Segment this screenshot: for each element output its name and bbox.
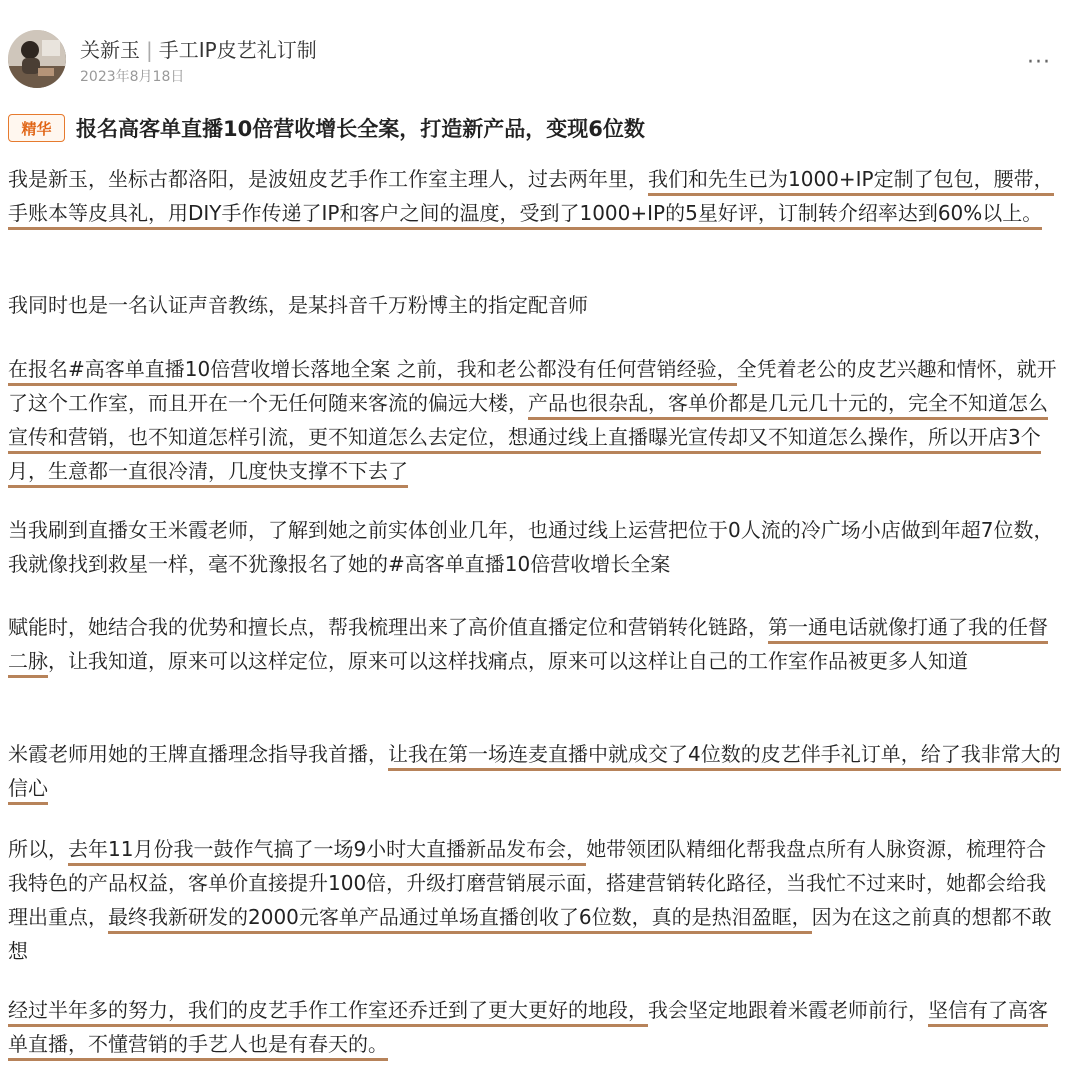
paragraph-text: 我同时也是一名认证声音教练，是某抖音千万粉博主的指定配音师 (8, 293, 588, 317)
paragraph-text: 所以， (8, 837, 68, 861)
more-options-icon[interactable]: ··· (1027, 50, 1051, 75)
highlighted-text: 第一通电话就像打通了我的任督二脉 (8, 615, 1048, 678)
post-paragraph-1 (8, 162, 1061, 230)
highlighted-text: 用DIY手作传递了IP和客户之间的温度，受到了1000+IP的5星好评，订制转介绍率达到60%以上。 (168, 201, 1042, 230)
post-title-bar (8, 112, 1061, 146)
avatar-photo-icon (8, 30, 66, 88)
highlighted-text: 让我在第一场连麦直播中就成交了4位数的皮艺伴手礼订单，给了我非常大的信心 (8, 742, 1061, 805)
post-paragraph-4 (8, 513, 1061, 581)
highlighted-text: 在报名#高客单直播10倍营收增长落地全案 之前，我和老公都没有任何营销经验， (8, 357, 737, 386)
post-title: 报名高客单直播10倍营收增长全案，打造新产品，变现6位数 (76, 117, 645, 141)
paragraph-text: 我会坚定地跟着米霞老师前行， (648, 998, 928, 1022)
paragraph-text: 米霞老师用她的王牌直播理念指导我首播， (8, 742, 388, 766)
post-paragraph-7 (8, 832, 1061, 968)
author-name[interactable]: 关新玉 (80, 38, 140, 62)
author-avatar[interactable] (8, 30, 66, 88)
author-tagline: 手工IP皮艺礼订制 (158, 38, 317, 62)
highlighted-text: 我们和先生已为1000+IP定制了包包，腰带，手账本等皮具礼， (8, 167, 1054, 230)
author-separator: | (146, 38, 153, 62)
highlighted-text: 坚信有了高客单直播，不懂营销的手艺人也是有春天的。 (8, 998, 1048, 1061)
paragraph-text: 我是新玉，坐标古都洛阳，是波妞皮艺手作工作室主理人，过去两年里， (8, 167, 648, 191)
post-paragraph-3 (8, 352, 1061, 488)
paragraph-text: ，让我知道，原来可以这样定位，原来可以这样找痛点，原来可以这样让自己的工作室作品被更多人知道 (48, 649, 968, 673)
paragraph-text: 因为在这之前真的想都不敢想 (8, 905, 1052, 963)
post-paragraph-5 (8, 610, 1061, 678)
author-line (80, 34, 317, 63)
featured-badge: 精华 (8, 114, 65, 142)
post-paragraph-6 (8, 737, 1061, 805)
highlighted-text: 经过半年多的努力，我们的皮艺手作工作室还乔迁到了更大更好的地段， (8, 998, 648, 1027)
post-paragraph-8 (8, 993, 1061, 1061)
post-date: 2023年8月18日 (80, 69, 185, 85)
paragraph-text: 全凭着老公的皮艺兴趣和情怀，就开了这个工作室，而且开在一个无任何随来客流的偏远大楼， (8, 357, 1057, 415)
paragraph-text: 赋能时，她结合我的优势和擅长点，帮我梳理出来了高价值直播定位和营销转化链路， (8, 615, 768, 639)
highlighted-text: 最终我新研发的2000元客单产品通过单场直播创收了6位数，真的是热泪盈眶， (108, 905, 812, 934)
highlighted-text: 产品也很杂乱，客单价都是几元几十元的，完全不知道怎么宣传和营销，也不知道怎样引流，更不知道怎么去定位，想通过线上直播曝光宣传却又不知道怎么操作，所以开店3个月，生意都一直很冷清，几度快支撑不下去了 (8, 391, 1048, 488)
post-header (8, 30, 1061, 92)
post-paragraph-2 (8, 288, 1061, 322)
highlighted-text: 去年11月份我一鼓作气搞了一场9小时大直播新品发布会， (68, 837, 586, 866)
paragraph-text: 她带领团队精细化帮我盘点所有人脉资源，梳理符合我特色的产品权益，客单价直接提升100倍，升级打磨营销展示面，搭建营销转化路径，当我忙不过来时，她都会给我理出重点， (8, 837, 1047, 929)
paragraph-text: 当我刷到直播女王米霞老师，了解到她之前实体创业几年，也通过线上运营把位于0人流的冷广场小店做到年超7位数，我就像找到救星一样，毫不犹豫报名了她的#高客单直播10倍营收增长全案 (8, 518, 1054, 576)
